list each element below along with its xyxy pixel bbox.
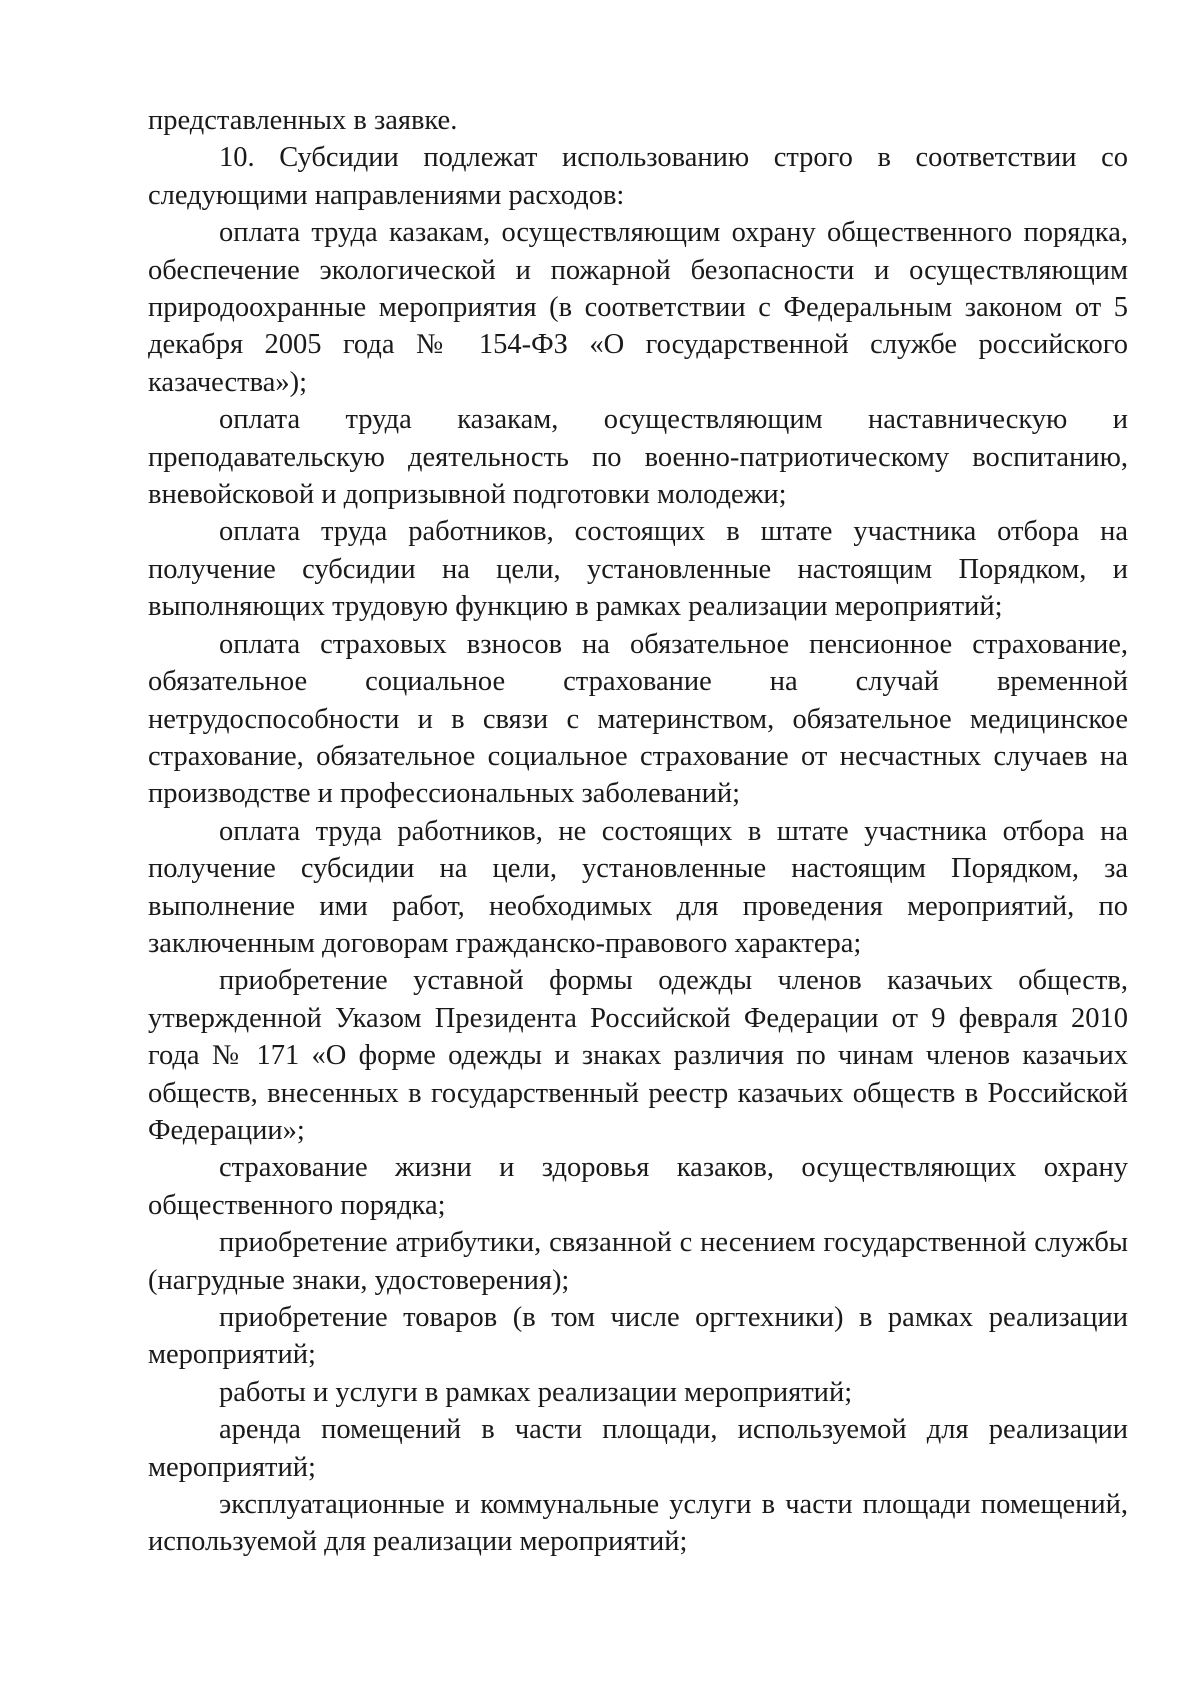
paragraph-item-premises-rent: аренда помещений в части площади, используемой для реализации мероприятий; xyxy=(148,1414,1128,1483)
paragraph-continuation: представленных в заявке. xyxy=(148,105,458,136)
paragraph-item-contractor-pay: оплата труда работников, не состоящих в штате участника отбора на получение субсидии на цели, установленные настоящим Порядком, за выполнение ими работ, необходимых для проведения мероприятий, по заключенным договорам гражданско-правового характера; xyxy=(148,815,1128,959)
paragraph-item-works-services: работы и услуги в рамках реализации мероприятий; xyxy=(219,1376,853,1408)
paragraph-item-mentoring-pay: оплата труда казакам, осуществляющим наставническую и преподавательскую деятельность по военно-патриотическому воспитанию, вневойсковой и допризывной подготовки молодежи; xyxy=(148,404,1128,511)
paragraph-item-life-insurance: страхование жизни и здоровья казаков, осуществляющих охрану общественного порядка; xyxy=(148,1152,1128,1221)
paragraph-item-staff-pay: оплата труда работников, состоящих в штате участника отбора на получение субсидии на цели, установленные настоящим Порядком, и выполняющих трудовую функцию в рамках реализации мероприятий; xyxy=(148,516,1128,623)
paragraph-item-goods-purchase: приобретение товаров (в том числе оргтехники) в рамках реализации мероприятий; xyxy=(148,1302,1128,1371)
paragraph-item-attributes-purchase: приобретение атрибутики, связанной с несением государственной службы (нагрудные знаки, удостоверения); xyxy=(148,1227,1128,1296)
paragraph-item-insurance-contributions: оплата страховых взносов на обязательное пенсионное страхование, обязательное социальное страхование на случай временной нетрудоспособности и в связи с материнством, обязательное медицинское страхование, обязательное социальное страхование от несчастных случаев на производстве и профессиональных заболеваний; xyxy=(148,628,1128,810)
document-page xyxy=(148,102,1128,1561)
paragraph-item-utilities: эксплуатационные и коммунальные услуги в части площади помещений, используемой для реализации мероприятий; xyxy=(148,1489,1128,1558)
paragraph-item-uniform-purchase: приобретение уставной формы одежды членов казачьих обществ, утвержденной Указом Президента Российской Федерации от 9 февраля 2010 года № 171 «О форме одежды и знаках различия по чинам членов казачьих обществ, внесенных в государственный реестр казачьих обществ в Российской Федерации»; xyxy=(148,965,1128,1146)
paragraph-clause-10: 10. Субсидии подлежат использованию строго в соответствии со следующими направлениями расходов: xyxy=(148,142,1128,211)
paragraph-item-cossack-public-order-pay: оплата труда казакам, осуществляющим охрану общественного порядка, обеспечение экологической и пожарной безопасности и осуществляющим природоохранные мероприятия (в соответствии с Федеральным законом от 5 декабря 2005 года № 154-ФЗ «О государственной службе российского казачества»); xyxy=(148,217,1128,398)
